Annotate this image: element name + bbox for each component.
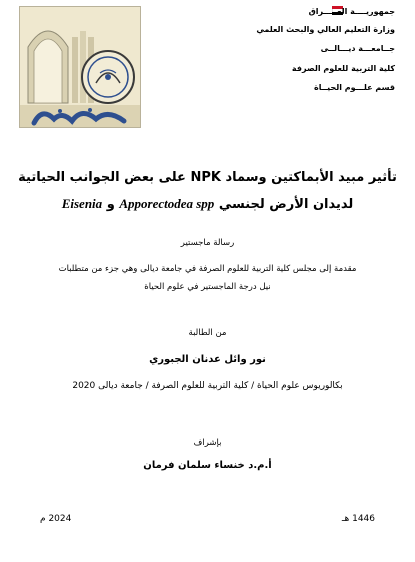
header-college: كلية التربية للعلوم الصرفة: [291, 64, 395, 73]
student-degree: بكالوريوس علوم الحياة / كلية التربية للعلوم الصرفة / جامعة ديالى 2020: [72, 381, 343, 391]
supervisor-name: أ.م.د خنساء سلمان فرمان: [143, 460, 272, 471]
header-republic: جمهوريــــة العـــــراق: [308, 7, 395, 16]
header-ministry: وزارة التعليم العالي والبحث العلمي: [256, 25, 395, 34]
header-department: قسم علـــوم الحيــاة: [313, 83, 395, 92]
student-label: من الطالبة: [188, 328, 227, 338]
header-university: جــامعـــة ديـــالــى: [320, 44, 395, 53]
logo-emblem-icon: [20, 7, 141, 128]
thesis-description-line2: نيل درجة الماجستير في علوم الحياة: [144, 282, 271, 292]
hijri-year: 1446 هـ: [341, 514, 375, 524]
supervisor-label: بإشراف: [193, 438, 222, 448]
thesis-label: رسالة ماجستير: [180, 238, 235, 248]
thesis-description-line1: مقدمة إلى مجلس كلية التربية للعلوم الصرفة في جامعة ديالى وهي جزء من متطلبات: [58, 264, 357, 274]
genus-eisenia: Eisenia: [61, 196, 103, 211]
genus-apporectodea: Apporectodea spp: [119, 196, 215, 211]
thesis-title-line2: [0, 196, 415, 212]
title-conjunction: و: [106, 197, 115, 212]
university-logo: [19, 6, 141, 128]
gregorian-year: 2024 م: [40, 514, 72, 524]
title-prefix: لديدان الأرض لجنسي: [218, 197, 354, 212]
thesis-title-line1: تأثير مبيد الأبماكتين وسماد NPK على بعض الجوانب الحياتية: [18, 170, 397, 185]
student-name: نور وائل عدنان الجبوري: [149, 354, 266, 365]
